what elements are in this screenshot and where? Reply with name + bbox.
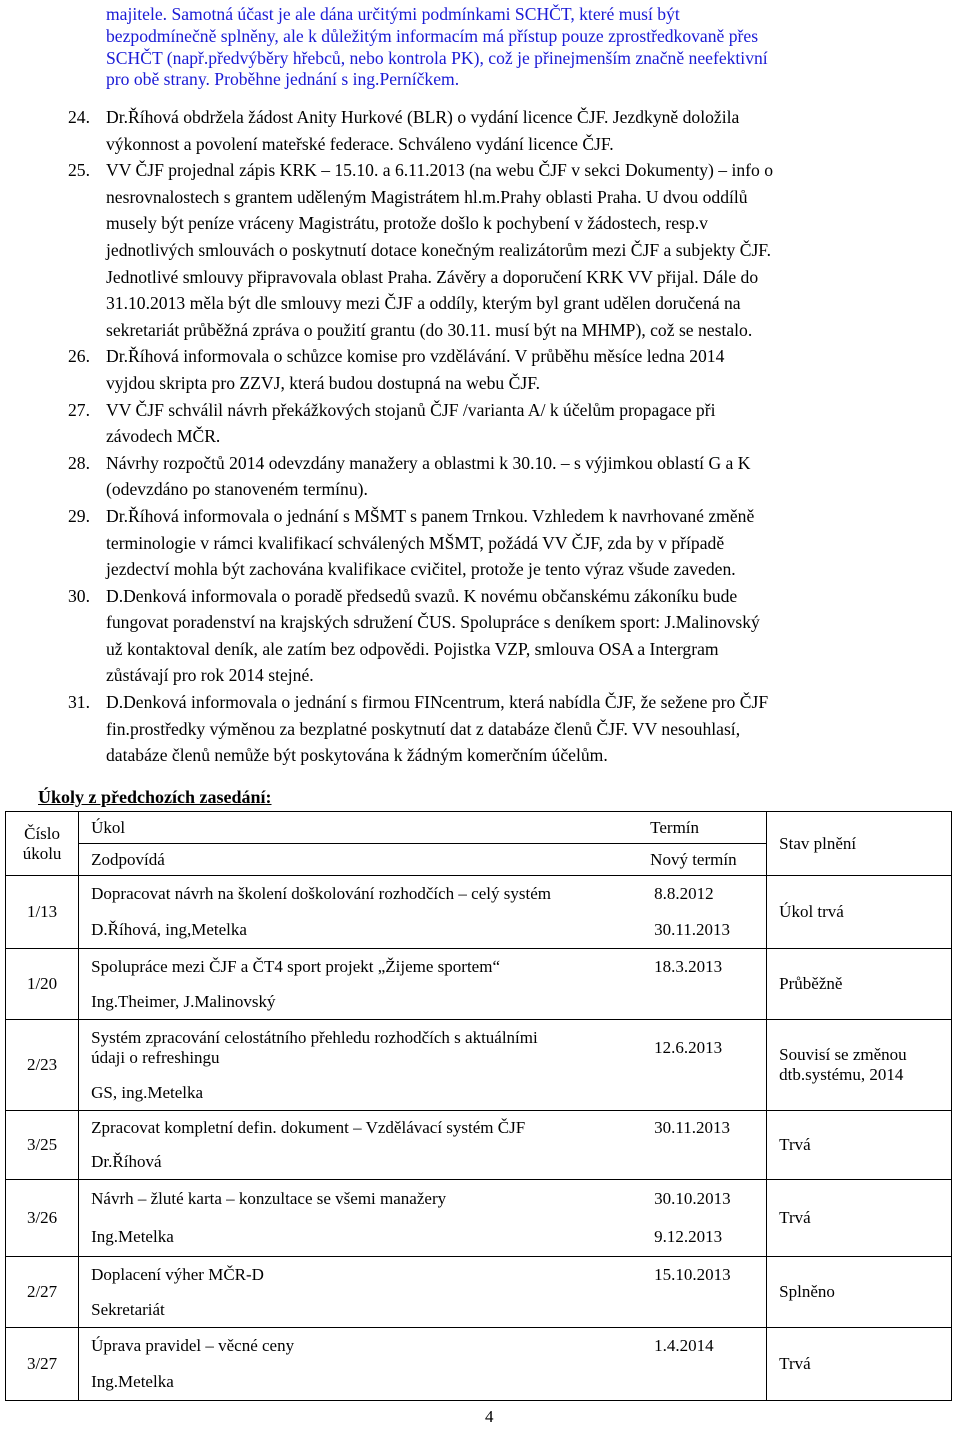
task-number: 3/26 — [26, 1208, 58, 1227]
item-text-line: VV ČJF schválil návrh překážkových stojanů ČJF /varianta A/ k účelům propagace při — [106, 399, 716, 420]
task-number-cell — [6, 1111, 79, 1180]
header-cell-number — [6, 812, 79, 876]
task-detail-cell — [79, 1111, 767, 1180]
task-state: Průběžně — [779, 974, 843, 993]
header-num-line: Číslo — [24, 823, 61, 843]
task-state-cell — [767, 1020, 952, 1111]
item-text-line: musely být peníze vráceny Magistrátu, protože došlo k pochybení v žádostech, resp.v — [106, 213, 708, 234]
task-term: 18.3.2013 — [654, 956, 723, 976]
task-responsible: GS, ing.Metelka — [91, 1083, 204, 1102]
task-responsible: Ing.Metelka — [91, 1227, 174, 1246]
task-term: 30.11.2013 — [654, 1118, 731, 1137]
tasks-table — [5, 811, 952, 1401]
header-cell-state — [767, 812, 952, 876]
task-detail-cell — [79, 1257, 767, 1328]
header-term: Termín — [650, 817, 700, 837]
minutes-item — [68, 343, 938, 396]
item-text-line: nesrovnalostech s grantem uděleným Magistrátem hl.m.Prahy oblasti Praha. U dvou oddílů — [106, 186, 748, 207]
task-state: Úkol trvá — [779, 902, 844, 921]
header-responsible: Zodpovídá — [91, 849, 165, 869]
task-description: Spolupráce mezi ČJF a ČT4 sport projekt „Žijeme sportem“ — [91, 956, 500, 976]
task-row — [6, 1020, 952, 1111]
item-text-line: zůstávají pro rok 2014 stejné. — [106, 665, 314, 686]
header-state: Stav plnění — [779, 833, 857, 853]
item-text-line: terminologie v rámci kvalifikací schválených MŠMT, požádá VV ČJF, zda by v případě — [106, 532, 725, 553]
task-row — [6, 1257, 952, 1328]
item-text-line: už kontaktoval deník, ale zatím bez odpovědi. Pojistka VZP, smlouva OSA a Intergram — [106, 638, 719, 659]
minutes-item — [68, 583, 938, 689]
item-text-line: (odevzdáno po stanoveném termínu). — [106, 479, 368, 500]
task-description: Dopracovat návrh na školení doškolování rozhodčích – celý systém — [91, 884, 551, 903]
task-description: údaji o refreshingu — [91, 1048, 220, 1067]
intro-paragraph — [106, 4, 936, 91]
task-responsible: Sekretariát — [91, 1299, 165, 1319]
intro-line: majitele. Samotná účast je ale dána určitými podmínkami SCHČT, které musí být — [106, 4, 680, 24]
task-detail-cell — [79, 949, 767, 1020]
task-responsible: Dr.Říhová — [91, 1152, 162, 1171]
minutes-item — [68, 397, 938, 450]
task-term: 12.6.2013 — [654, 1038, 723, 1057]
item-text-line: Dr.Říhová informovala o jednání s MŠMT s panem Trnkou. Vzhledem k navrhované změně — [106, 505, 755, 526]
task-state-cell — [767, 1257, 952, 1328]
item-text-line: Návrhy rozpočtů 2014 odevzdány manažery a oblastmi k 30.10. – s výjimkou oblastí G a K — [106, 452, 751, 473]
item-text-line: jednotlivých smlouvách o poskytnutí dotace konečným realizátorům mezi ČJF a subjekty ČJF. — [106, 239, 772, 260]
task-description: Návrh – žluté karta – konzultace se všemi manažery — [91, 1189, 447, 1208]
task-number: 2/27 — [26, 1282, 58, 1301]
item-number: 25. — [68, 160, 90, 181]
task-description: Zpracovat kompletní defin. dokument – Vzdělávací systém ČJF — [91, 1118, 526, 1137]
header-num-line: úkolu — [22, 843, 62, 863]
task-detail-cell — [79, 1020, 767, 1111]
tasks-header-row — [6, 812, 952, 876]
page-number: 4 — [485, 1407, 494, 1426]
task-number-cell — [6, 876, 79, 949]
task-row — [6, 1180, 952, 1257]
task-term: 15.10.2013 — [654, 1264, 731, 1284]
task-row — [6, 1328, 952, 1401]
header-new-term: Nový termín — [650, 849, 737, 869]
task-number-cell — [6, 949, 79, 1020]
item-text-line: fin.prostředky výměnou za bezplatné poskytnutí dat z databáze členů ČJF. VV nesouhlasí, — [106, 718, 741, 739]
item-text-line: 31.10.2013 měla být dle smlouvy mezi ČJF a oddíly, kterým byl grant udělen doručená na — [106, 293, 741, 314]
task-new-term: 9.12.2013 — [654, 1227, 723, 1246]
intro-line: pro obě strany. Proběhne jednání s ing.Perníčkem. — [106, 69, 460, 90]
intro-line: bezpodmínečně splněny, ale k důležitým informacím má přístup pouze zprostředkovaně přes — [106, 25, 759, 46]
task-number: 1/20 — [26, 974, 58, 993]
item-text-line: Jednotlivé smlouvy připravovala oblast Praha. Závěry a doporučení KRK VV přijal. Dále do — [106, 266, 759, 287]
task-term: 8.8.2012 — [654, 884, 714, 903]
task-state-cell — [767, 876, 952, 949]
item-number: 30. — [68, 585, 90, 606]
task-state: Splněno — [779, 1282, 835, 1301]
task-state: Trvá — [779, 1208, 811, 1227]
task-number-cell — [6, 1328, 79, 1401]
task-state: dtb.systému, 2014 — [779, 1065, 904, 1084]
item-text-line: D.Denková informovala o poradě předsedů svazů. K novému občanskému zákoníku bude — [106, 585, 738, 606]
intro-line: SCHČT (např.předvýběry hřebců, nebo kontrola PK), což je přinejmenším značně neefektivní — [106, 47, 768, 68]
task-description: Úprava pravidel – věcné ceny — [91, 1336, 295, 1355]
minutes-item — [68, 450, 938, 503]
task-state: Souvisí se změnou — [779, 1045, 907, 1064]
item-number: 29. — [68, 505, 90, 526]
minutes-item — [68, 157, 938, 343]
task-new-term: 30.11.2013 — [654, 920, 731, 939]
item-text-line: jezdectví mohla být zachována kvalifikace cvičitel, protože je tento výraz všude zaveden. — [106, 559, 736, 580]
task-responsible: D.Říhová, ing,Metelka — [91, 920, 247, 939]
item-text-line: fungovat poradenství na krajských sdružení ČUS. Spolupráce s deníkem sport: J.Malinovský — [106, 612, 760, 633]
task-number: 3/25 — [26, 1135, 58, 1154]
item-text-line: výkonnost a povolení mateřské federace. Schváleno vydání licence ČJF. — [106, 133, 614, 154]
task-state: Trvá — [779, 1354, 811, 1373]
task-detail-cell — [79, 876, 767, 949]
task-state-cell — [767, 1328, 952, 1401]
minutes-item — [68, 689, 938, 769]
item-text-line: databáze členů nemůže být poskytována k žádným komerčním účelům. — [106, 745, 608, 766]
task-description: Doplacení výher MČR-D — [91, 1264, 264, 1284]
item-text-line: závodech MČR. — [106, 426, 221, 447]
task-state-cell — [767, 949, 952, 1020]
item-text-line: D.Denková informovala o jednání s firmou FINcentrum, která nabídla ČJF, že sežene pro ČJF — [106, 692, 769, 713]
task-number-cell — [6, 1257, 79, 1328]
task-row — [6, 876, 952, 949]
task-responsible: Ing.Theimer, J.Malinovský — [91, 991, 276, 1011]
item-text-line: Dr.Říhová informovala o schůzce komise pro vzdělávání. V průběhu měsíce ledna 2014 — [106, 346, 725, 367]
item-text-line: sekretariát průběžná zpráva o použití grantu (do 30.11. musí být na MHMP), což se nestalo. — [106, 319, 753, 340]
item-text-line: VV ČJF projednal zápis KRK – 15.10. a 6.11.2013 (na webu ČJF v sekci Dokumenty) – info o — [106, 160, 774, 181]
header-cell-task — [79, 812, 767, 876]
minutes-item — [68, 503, 938, 583]
task-detail-cell — [79, 1180, 767, 1257]
task-number: 1/13 — [26, 902, 58, 921]
task-number-cell — [6, 1180, 79, 1257]
task-number-cell — [6, 1020, 79, 1111]
item-number: 31. — [68, 692, 90, 713]
minutes-items-list — [68, 104, 938, 769]
item-text-line: vyjdou skripta pro ZZVJ, která budou dostupná na webu ČJF. — [106, 372, 540, 393]
task-number: 3/27 — [26, 1354, 58, 1373]
item-number: 28. — [68, 452, 90, 473]
task-state-cell — [767, 1180, 952, 1257]
item-text-line: Dr.Říhová obdržela žádost Anity Hurkové (BLR) o vydání licence ČJF. Jezdkyně doložila — [106, 107, 740, 127]
task-row — [6, 1111, 952, 1180]
item-number: 26. — [68, 346, 90, 367]
minutes-item — [68, 104, 938, 157]
task-number: 2/23 — [26, 1055, 58, 1074]
task-state-cell — [767, 1111, 952, 1180]
header-task: Úkol — [91, 817, 126, 837]
task-row — [6, 949, 952, 1020]
item-number: 24. — [68, 107, 90, 127]
task-description: Systém zpracování celostátního přehledu rozhodčích s aktuálními — [91, 1028, 538, 1047]
tasks-section-title: Úkoly z předchozích zasedání: — [38, 787, 272, 807]
task-responsible: Ing.Metelka — [91, 1372, 174, 1391]
item-number: 27. — [68, 399, 90, 420]
task-detail-cell — [79, 1328, 767, 1401]
task-term: 1.4.2014 — [654, 1336, 714, 1355]
task-state: Trvá — [779, 1135, 811, 1154]
task-term: 30.10.2013 — [654, 1189, 731, 1208]
